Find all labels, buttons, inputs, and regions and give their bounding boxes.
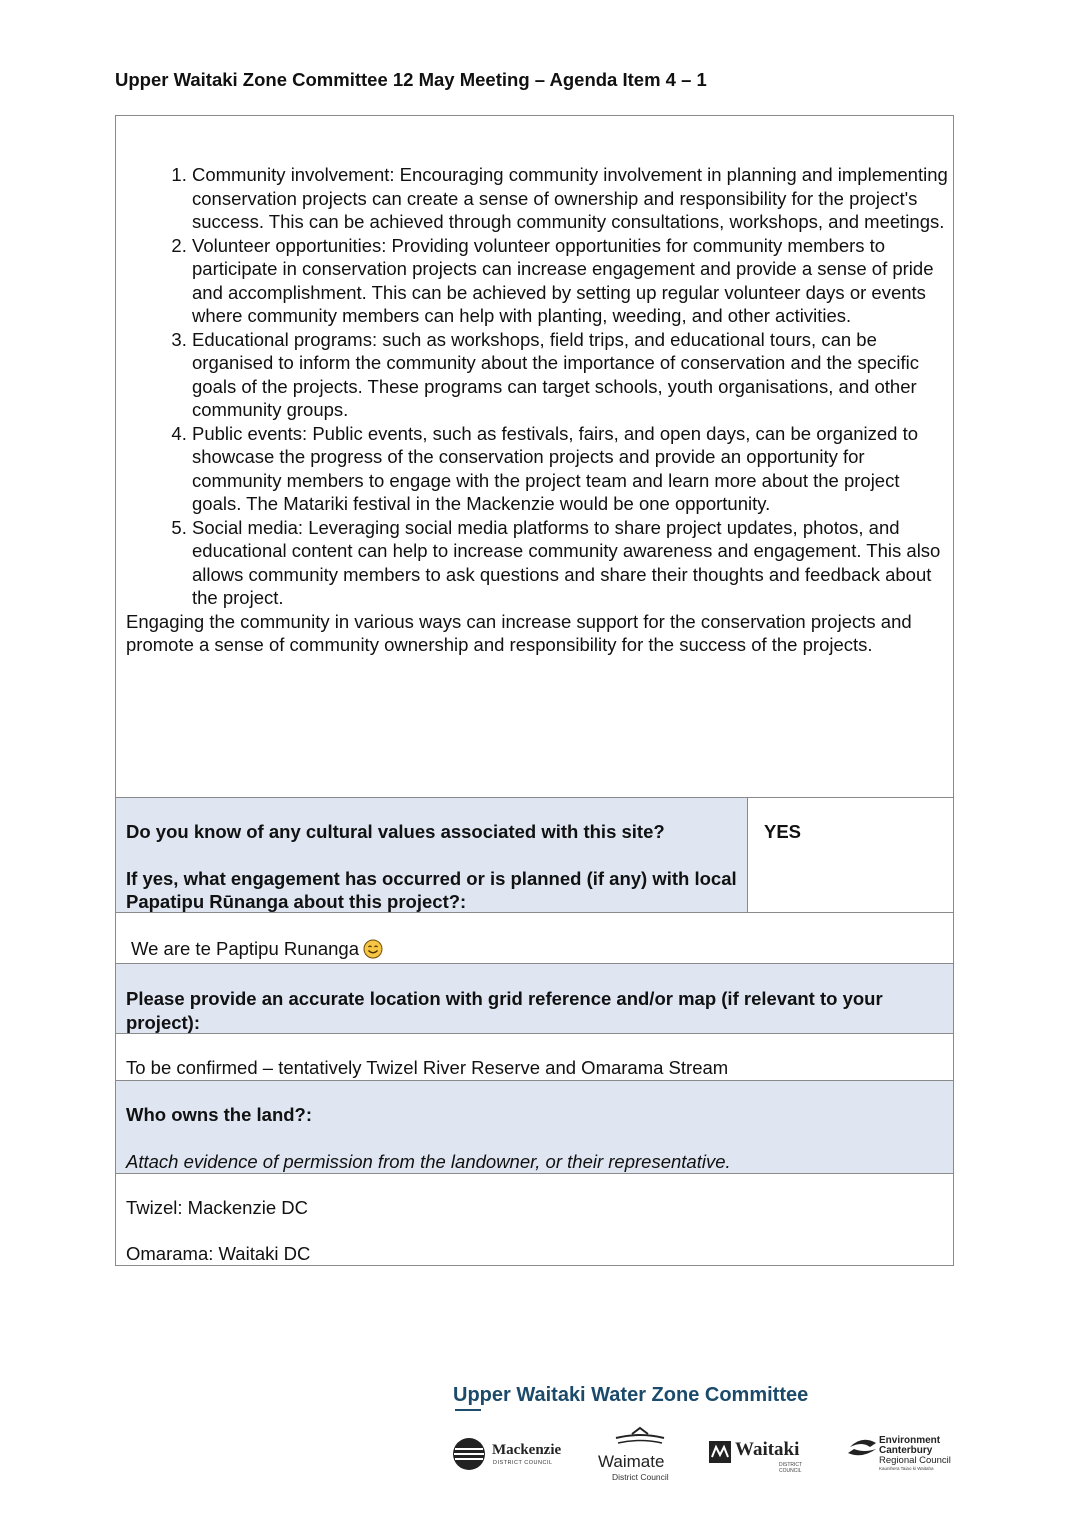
application-form xyxy=(115,115,954,1266)
cultural-response[interactable]: We are te Paptipu Runanga xyxy=(131,938,359,959)
engagement-summary: Engaging the community in various ways can increase support for the conservation projects and promote a sense of community ownership and responsibility for the success of the projects. xyxy=(126,610,912,655)
land-question-row xyxy=(116,1080,953,1173)
ecan-line3: Regional Council xyxy=(879,1455,951,1466)
mackenzie-emblem-icon xyxy=(452,1437,486,1471)
page-header: Upper Waitaki Zone Committee 12 May Meeting – Agenda Item 4 – 1 xyxy=(115,69,707,90)
mackenzie-logo xyxy=(452,1437,577,1473)
ecan-emblem-icon xyxy=(846,1437,878,1459)
cultural-question-1: Do you know of any cultural values associated with this site? xyxy=(126,821,665,842)
cultural-question-2: If yes, what engagement has occurred or is planned (if any) with local Papatipu Rūnanga about this project?: xyxy=(126,867,737,912)
footer-underline xyxy=(455,1409,481,1411)
ecan-logo xyxy=(846,1435,958,1475)
waimate-sub: District Council xyxy=(612,1472,669,1482)
smiley-emoji-icon xyxy=(363,939,383,959)
cultural-response-row xyxy=(116,912,953,963)
ecan-line1: Environment xyxy=(879,1435,941,1446)
waitaki-emblem-icon xyxy=(709,1441,731,1463)
list-item: 3. Educational programs: such as workshops, field trips, and educational tours, can be organised to inform the community about the importance of conservation and the specific goals of the projects. These programs can target schools, youth organisations, and other community groups. xyxy=(192,328,953,422)
waitaki-sub: DISTRICT COUNCIL xyxy=(779,1462,802,1474)
land-question: Who owns the land?: xyxy=(126,1104,313,1125)
waimate-logo xyxy=(596,1426,686,1484)
cultural-answer[interactable]: YES xyxy=(764,821,802,842)
cultural-answer-cell xyxy=(748,798,953,912)
waimate-emblem-icon xyxy=(610,1426,670,1448)
engagement-section xyxy=(116,116,953,797)
land-owner-twizel[interactable]: Twizel: Mackenzie DC xyxy=(126,1197,308,1218)
list-item: 1. Community involvement: Encouraging community involvement in planning and implementing conservation projects can create a sense of ownership and responsibility for the project's success. This can be achieved through community consultations, workshops, and meetings. xyxy=(192,163,953,234)
cultural-question-row xyxy=(116,797,953,912)
footer-title: Upper Waitaki Water Zone Committee xyxy=(453,1384,809,1406)
mackenzie-name: Mackenzie xyxy=(492,1442,562,1458)
waimate-name: Waimate xyxy=(598,1452,665,1471)
land-owner-omarama[interactable]: Omarama: Waitaki DC xyxy=(126,1242,311,1264)
list-item: 5. Social media: Leveraging social media platforms to share project updates, photos, and educational content can help to increase community awareness and engagement. This also allows community members to ask questions and share their thoughts and feedback about the project. xyxy=(192,516,953,610)
location-question-row xyxy=(116,963,953,1033)
list-item: 2. Volunteer opportunities: Providing volunteer opportunities for community members to participate in conservation projects can increase engagement and provide a sense of pride and accomplishment. This can be achieved by setting up regular volunteer days or events where community members can help with planting, weeding, and other activities. xyxy=(192,234,953,328)
location-question: Please provide an accurate location with grid reference and/or map (if relevant to your project): xyxy=(126,988,883,1033)
engagement-list xyxy=(116,163,953,610)
waitaki-logo xyxy=(709,1439,824,1474)
ecan-line4: Kaunihera Taiao ki Waitaha xyxy=(879,1466,934,1471)
location-answer-row xyxy=(116,1033,953,1080)
list-item: 4. Public events: Public events, such as festivals, fairs, and open days, can be organized to showcase the progress of the conservation projects and provide an opportunity for community members to engage with the project team and learn more about the project goals. The Matariki festival in the Mackenzie would be one opportunity. xyxy=(192,422,953,516)
location-answer[interactable]: To be confirmed – tentatively Twizel River Reserve and Omarama Stream xyxy=(126,1057,729,1078)
land-permission-note: Attach evidence of permission from the landowner, or their representative. xyxy=(126,1150,731,1172)
waitaki-name: Waitaki xyxy=(735,1439,800,1460)
cultural-question-cell xyxy=(116,798,748,912)
ecan-line2: Canterbury xyxy=(879,1445,933,1456)
mackenzie-sub: DISTRICT COUNCIL xyxy=(493,1460,553,1466)
land-owner-row xyxy=(116,1173,953,1265)
